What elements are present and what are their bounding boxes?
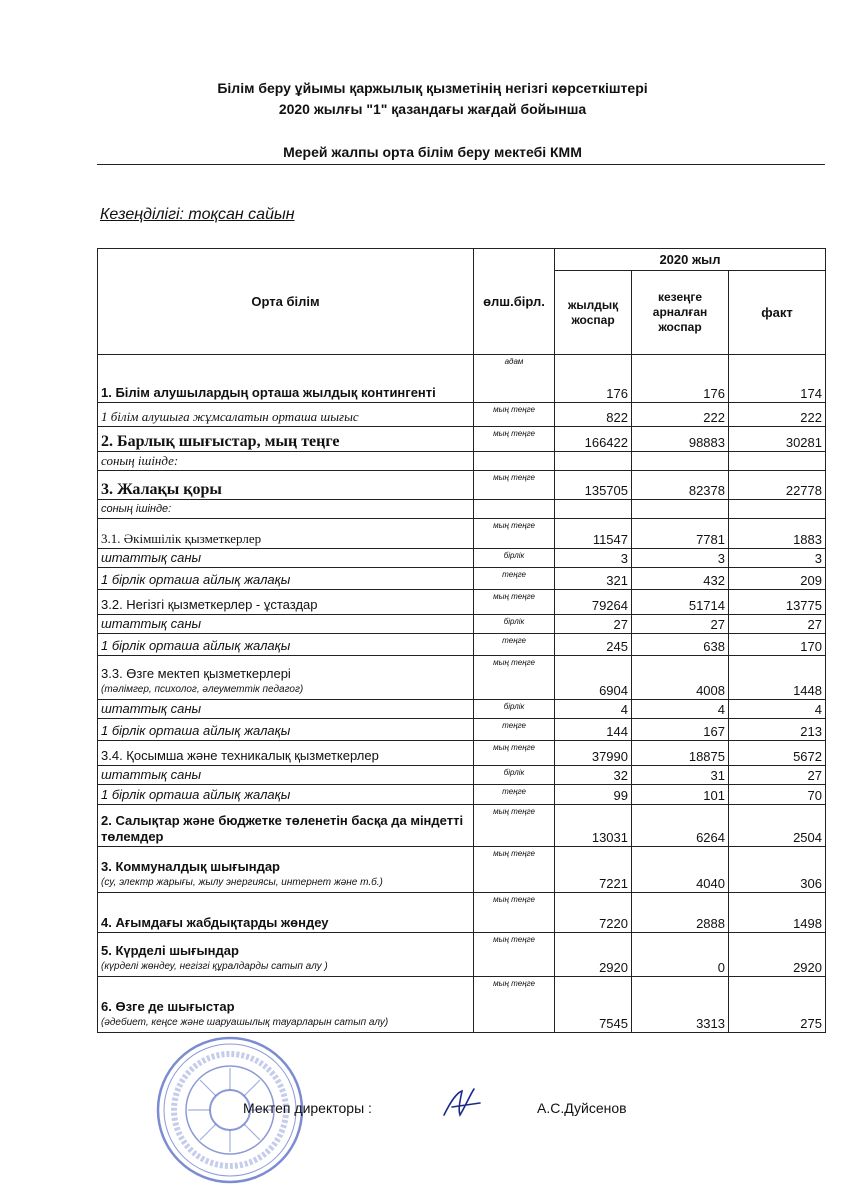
- row-fact: 1498: [729, 893, 826, 933]
- row-label-text: 1. Білім алушылардың орташа жылдық контингенті: [101, 385, 436, 400]
- row-unit: мың теңге: [474, 471, 555, 500]
- row-fact: 1883: [729, 519, 826, 549]
- row-period-plan: 222: [632, 403, 729, 427]
- row-period-plan: 638: [632, 634, 729, 656]
- row-annual-plan: 135705: [555, 471, 632, 500]
- row-label: [98, 741, 474, 766]
- row-label-text: 1 бірлік орташа айлық жалақы: [101, 572, 291, 587]
- row-period-plan: 18875: [632, 741, 729, 766]
- header-period-plan: кезеңге арналған жоспар: [632, 271, 729, 355]
- row-fact: 275: [729, 977, 826, 1033]
- row-period-plan: [632, 452, 729, 471]
- row-annual-plan: 13031: [555, 805, 632, 847]
- row-label-text: 1 бірлік орташа айлық жалақы: [101, 638, 291, 653]
- row-annual-plan: 7221: [555, 847, 632, 893]
- row-fact: 174: [729, 355, 826, 403]
- row-period-plan: 167: [632, 719, 729, 741]
- header-annual-plan: жылдық жоспар: [555, 271, 632, 355]
- row-annual-plan: 176: [555, 355, 632, 403]
- row-label-text: штаттық саны: [101, 616, 202, 631]
- row-unit: теңге: [474, 719, 555, 741]
- row-label-text: 6. Өзге де шығыстар: [101, 999, 235, 1014]
- row-label: [98, 700, 474, 719]
- row-fact: 209: [729, 568, 826, 590]
- row-unit: мың теңге: [474, 741, 555, 766]
- row-label: [98, 933, 474, 977]
- row-fact: 1448: [729, 656, 826, 700]
- row-period-plan: 7781: [632, 519, 729, 549]
- row-period-plan: 6264: [632, 805, 729, 847]
- row-note: (әдебиет, кеңсе және шаруашылық тауарларын сатып алу): [101, 1017, 389, 1028]
- row-label: [98, 785, 474, 805]
- row-label: [98, 634, 474, 656]
- row-annual-plan: 99: [555, 785, 632, 805]
- row-label: [98, 452, 474, 471]
- row-unit: мың теңге: [474, 805, 555, 847]
- table-row: [98, 656, 826, 700]
- row-annual-plan: 2920: [555, 933, 632, 977]
- row-label-text: 5. Күрделі шығындар: [101, 943, 239, 958]
- row-label: [98, 805, 474, 847]
- table-row: [98, 634, 826, 656]
- table-row: [98, 977, 826, 1033]
- row-period-plan: 176: [632, 355, 729, 403]
- row-annual-plan: 3: [555, 549, 632, 568]
- row-label-text: 3.1. Әкімшілік қызметкерлер: [101, 531, 262, 546]
- row-label: [98, 549, 474, 568]
- row-label: [98, 519, 474, 549]
- row-unit: [474, 452, 555, 471]
- row-label-text: штаттық саны: [101, 701, 202, 716]
- row-label: [98, 427, 474, 452]
- row-label-text: 1 білім алушыға жұмсалатын орташа шығыс: [101, 409, 359, 424]
- row-period-plan: 101: [632, 785, 729, 805]
- row-unit: мың теңге: [474, 933, 555, 977]
- row-fact: 30281: [729, 427, 826, 452]
- period-label: Кезеңділігі: тоқсан сайын: [100, 206, 295, 223]
- row-label-text: 3.2. Негізгі қызметкерлер - ұстаздар: [101, 597, 318, 612]
- row-fact: 27: [729, 615, 826, 634]
- row-unit: мың теңге: [474, 519, 555, 549]
- table-row: [98, 615, 826, 634]
- row-label: [98, 847, 474, 893]
- row-label-text: штаттық саны: [101, 550, 202, 565]
- row-label: [98, 893, 474, 933]
- row-label: [98, 977, 474, 1033]
- row-annual-plan: 245: [555, 634, 632, 656]
- table-row: [98, 766, 826, 785]
- row-period-plan: 2888: [632, 893, 729, 933]
- row-label-text: 2. Барлық шығыстар, мың теңге: [101, 433, 340, 450]
- row-fact: 213: [729, 719, 826, 741]
- table-row: [98, 427, 826, 452]
- row-fact: [729, 500, 826, 519]
- table-row: [98, 403, 826, 427]
- row-label: [98, 471, 474, 500]
- table-row: [98, 590, 826, 615]
- row-period-plan: 4: [632, 700, 729, 719]
- row-period-plan: 4008: [632, 656, 729, 700]
- row-annual-plan: 32: [555, 766, 632, 785]
- row-label: [98, 500, 474, 519]
- row-label-text: соның ішінде:: [101, 453, 179, 468]
- row-period-plan: 0: [632, 933, 729, 977]
- row-fact: 27: [729, 766, 826, 785]
- header-year: 2020 жыл: [555, 249, 826, 271]
- row-note: (күрделі жөндеу, негізгі құралдарды сатып алу ): [101, 961, 328, 972]
- table-row: [98, 893, 826, 933]
- header-unit-column: өлш.бірл.: [474, 249, 555, 355]
- row-fact: 70: [729, 785, 826, 805]
- row-period-plan: 3313: [632, 977, 729, 1033]
- row-fact: 170: [729, 634, 826, 656]
- table-row: [98, 452, 826, 471]
- row-label: [98, 568, 474, 590]
- table-row: [98, 785, 826, 805]
- row-label: [98, 403, 474, 427]
- header-name-column: Орта білім: [98, 249, 474, 355]
- row-unit: мың теңге: [474, 656, 555, 700]
- table-row: [98, 933, 826, 977]
- school-name: Мерей жалпы орта білім беру мектебі КММ: [283, 144, 582, 160]
- row-label: [98, 766, 474, 785]
- row-note: (су, электр жарығы, жылу энергиясы, интернет және т.б.): [101, 877, 383, 888]
- director-signature: [440, 1085, 490, 1121]
- row-unit: бірлік: [474, 766, 555, 785]
- row-unit: мың теңге: [474, 427, 555, 452]
- row-period-plan: 98883: [632, 427, 729, 452]
- row-label-text: соның ішінде:: [101, 503, 172, 515]
- row-fact: 13775: [729, 590, 826, 615]
- row-label-text: 4. Ағымдағы жабдықтарды жөндеу: [101, 915, 329, 930]
- row-annual-plan: 144: [555, 719, 632, 741]
- row-unit: мың теңге: [474, 977, 555, 1033]
- table-row: [98, 500, 826, 519]
- row-period-plan: 31: [632, 766, 729, 785]
- table-body: [98, 355, 826, 1033]
- table-row: [98, 741, 826, 766]
- row-unit: [474, 500, 555, 519]
- row-annual-plan: [555, 452, 632, 471]
- row-note: (тәлімгер, психолог, әлеуметтік педагог): [101, 684, 304, 695]
- row-label-text: 3. Жалақы қоры: [101, 481, 222, 498]
- row-unit: теңге: [474, 634, 555, 656]
- row-unit: мың теңге: [474, 893, 555, 933]
- row-label-text: 3.4. Қосымша және техникалық қызметкерлер: [101, 748, 379, 763]
- row-annual-plan: 7545: [555, 977, 632, 1033]
- row-label-text: штаттық саны: [101, 767, 202, 782]
- row-annual-plan: 6904: [555, 656, 632, 700]
- row-fact: 2920: [729, 933, 826, 977]
- header-fact: факт: [729, 271, 826, 355]
- table-row: [98, 568, 826, 590]
- report-title-line1: Білім беру ұйымы қаржылық қызметінің негізгі көрсеткіштері: [217, 80, 648, 96]
- row-unit: мың теңге: [474, 847, 555, 893]
- row-annual-plan: [555, 500, 632, 519]
- row-period-plan: 3: [632, 549, 729, 568]
- row-fact: 306: [729, 847, 826, 893]
- row-unit: бірлік: [474, 549, 555, 568]
- financial-indicators-table: [97, 248, 826, 1033]
- row-annual-plan: 37990: [555, 741, 632, 766]
- row-unit: теңге: [474, 785, 555, 805]
- row-fact: 3: [729, 549, 826, 568]
- row-fact: 222: [729, 403, 826, 427]
- row-label-text: 1 бірлік орташа айлық жалақы: [101, 787, 291, 802]
- director-name: А.С.Дуйсенов: [537, 1100, 627, 1116]
- row-fact: 4: [729, 700, 826, 719]
- row-unit: теңге: [474, 568, 555, 590]
- row-label: [98, 615, 474, 634]
- row-label-text: 3.3. Өзге мектеп қызметкерлері: [101, 666, 291, 681]
- row-label-text: 1 бірлік орташа айлық жалақы: [101, 723, 291, 738]
- row-period-plan: 27: [632, 615, 729, 634]
- row-unit: мың теңге: [474, 403, 555, 427]
- row-label-text: 3. Коммуналдық шығындар: [101, 859, 280, 874]
- row-fact: 5672: [729, 741, 826, 766]
- row-unit: бірлік: [474, 615, 555, 634]
- table-row: [98, 847, 826, 893]
- row-period-plan: [632, 500, 729, 519]
- table-row: [98, 549, 826, 568]
- row-label: [98, 590, 474, 615]
- row-fact: 22778: [729, 471, 826, 500]
- table-row: [98, 719, 826, 741]
- report-title-line2: 2020 жылғы "1" қазандағы жағдай бойынша: [278, 101, 587, 117]
- row-annual-plan: 166422: [555, 427, 632, 452]
- row-unit: мың теңге: [474, 590, 555, 615]
- director-label: Мектеп директоры :: [243, 1100, 372, 1116]
- row-annual-plan: 321: [555, 568, 632, 590]
- table-row: [98, 519, 826, 549]
- row-label: [98, 355, 474, 403]
- row-fact: [729, 452, 826, 471]
- table-row: [98, 805, 826, 847]
- row-annual-plan: 4: [555, 700, 632, 719]
- row-period-plan: 432: [632, 568, 729, 590]
- row-fact: 2504: [729, 805, 826, 847]
- row-annual-plan: 79264: [555, 590, 632, 615]
- table-row: [98, 471, 826, 500]
- row-period-plan: 51714: [632, 590, 729, 615]
- row-period-plan: 82378: [632, 471, 729, 500]
- table-row: [98, 355, 826, 403]
- row-label: [98, 656, 474, 700]
- table-row: [98, 700, 826, 719]
- row-annual-plan: 11547: [555, 519, 632, 549]
- row-unit: адам: [474, 355, 555, 403]
- row-annual-plan: 27: [555, 615, 632, 634]
- header-divider: [97, 164, 825, 165]
- row-annual-plan: 7220: [555, 893, 632, 933]
- row-annual-plan: 822: [555, 403, 632, 427]
- row-label: [98, 719, 474, 741]
- row-label-text: 2. Салықтар және бюджетке төленетін басқа да міндетті төлемдер: [101, 813, 464, 844]
- row-unit: бірлік: [474, 700, 555, 719]
- row-period-plan: 4040: [632, 847, 729, 893]
